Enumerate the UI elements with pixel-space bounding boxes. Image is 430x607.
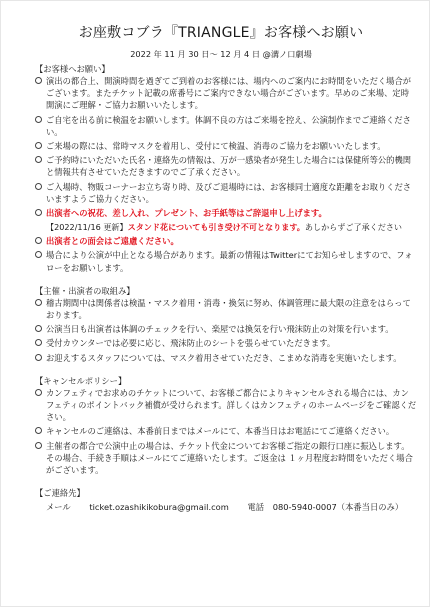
list-item: キャンセルのご連絡は、本番前日まではメールにて、本番当日はお電話にてご連絡ください。 [35, 425, 417, 437]
update-note [35, 221, 417, 233]
list-item: 受付カウンターでは必要に応じ、飛沫防止のシートを張らせていただきます。 [35, 337, 417, 349]
list-item: 主催者の都合で公演中止の場合は、チケット代金についてお客様ご指定の銀行口座に振込します。その場合、手続き手順はメールにてご連絡いたします。ご返金は １ヶ月程度お時間をいただく場合がございます。 [35, 440, 417, 477]
update-note-date: 【2022/11/16 更新】 [46, 222, 128, 233]
list-item: 公演当日も出演者は体調のチェックを行い、楽屋では換気を行い飛沫防止の対策を行います。 [35, 323, 417, 335]
page-title: お座敷コブラ『TRIANGLE』お客様へお願い [78, 25, 364, 41]
update-note-red: スタンド花についても引き受け不可となります。 [127, 222, 305, 233]
cancel-list [35, 387, 417, 476]
meeting-refusal-text: 出演者との面会はご遠慮ください。 [46, 236, 179, 247]
section-heading-contact: 【ご連絡先】 [35, 488, 85, 499]
list-item: 演出の都合上、開演時間を過ぎてご到着のお客様には、場内へのご案内にお時間をいただく場合がございます。またチケット記載の席番号にご案内できない場合がございます。早めのご来場、定時開演にご理解・ご協力お願いいたします。 [35, 75, 417, 112]
requests-list-cont [35, 235, 417, 274]
section-heading-requests: 【お客様へお願い】 [35, 64, 110, 74]
organizers-list [35, 297, 417, 364]
tel-label: 電話 [247, 502, 265, 513]
section-heading-organizers: 【主催・出演者の取組み】 [35, 285, 135, 296]
list-item-gift-refusal [35, 207, 417, 219]
contact-email[interactable]: ticket.ozashikikobura@gmail.com [89, 502, 229, 513]
list-item: 稽古期間中は関係者は検温・マスク着用・消毒・換気に努め、体調管理に最大限の注意をはらっております。 [35, 297, 417, 321]
contact-phone[interactable]: 080-5940-0007（本番当日のみ） [272, 502, 404, 513]
list-item: ご入場時、物販コーナーお立ち寄り時、及びご退場時には、お客様同士適度な距離をお取りくださいますようご協力ください。 [35, 181, 417, 205]
list-item: ご予約時にいただいた氏名・連絡先の情報は、万が一感染者が発生した場合には保健所等公的機関と情報共有させていただきますのでご了承ください。 [35, 154, 417, 178]
list-item: カンフェティでお求めのチケットについて、お客様ご都合によりキャンセルされる場合には、カンフェティのポイントバック補償が受けられます。詳しくはカンフェティのホームページをご確認ください。 [35, 387, 417, 424]
contact-line [46, 501, 417, 513]
list-item-meeting [35, 235, 417, 247]
mail-label: メール [46, 502, 71, 513]
event-dates: 2022 年 11 月 30 日～ 12 月 4 日 @溝ノ口劇場 [130, 49, 312, 59]
list-item: お迎えするスタッフについては、マスク着用させていただき、こまめな消毒を実施いたします。 [35, 352, 417, 364]
update-note-suffix: あしからずご了承ください [304, 222, 403, 233]
list-item: ご自宅を出る前に検温をお願いします。体調不良の方はご来場を控え、公演制作までご連絡ください。 [35, 114, 417, 138]
requests-list [35, 75, 417, 219]
section-heading-cancel: 【キャンセルポリシー】 [35, 375, 127, 386]
list-item: 場合により公演が中止となる場合があります。最新の情報はTwitterにてお知らせしますので、フォローをお願いします。 [35, 249, 417, 273]
list-item: ご来場の際には、常時マスクを着用し、受付にて検温、消毒のご協力をお願いいたします。 [35, 140, 417, 152]
gift-refusal-text: 出演者への祝花、差し入れ、プレゼント、お手紙等はご辞退申し上げます。 [46, 208, 327, 219]
